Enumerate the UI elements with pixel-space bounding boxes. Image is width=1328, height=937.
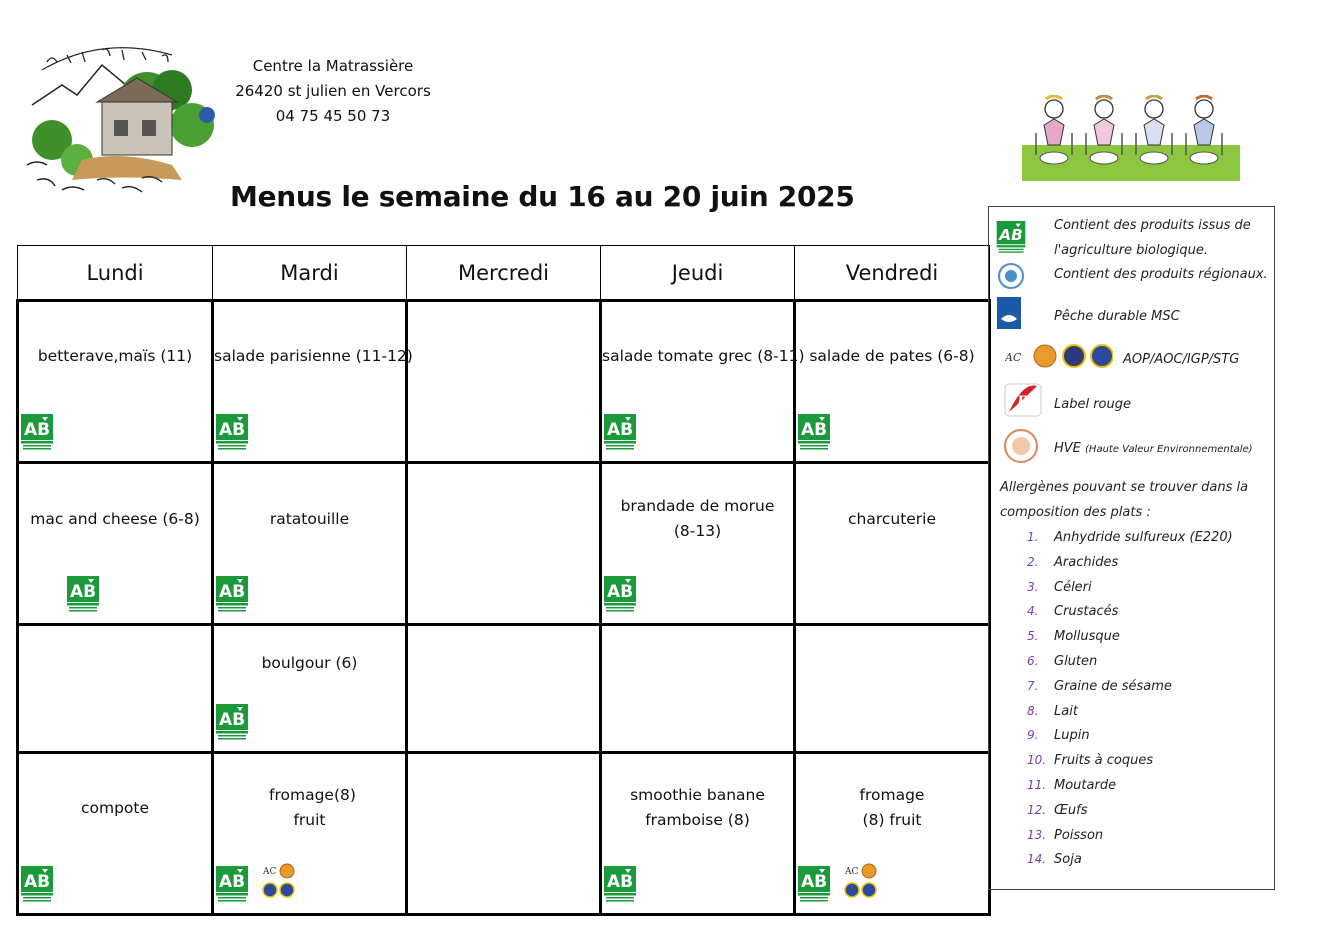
menu-cell bbox=[601, 753, 795, 915]
hve-icon bbox=[1003, 428, 1039, 464]
organic-ab-icon bbox=[994, 221, 1028, 255]
menu-cell bbox=[601, 463, 795, 625]
matrassiere-logo-image bbox=[22, 30, 222, 210]
weekly-menu-table bbox=[16, 245, 991, 916]
legend-label-rouge-text: Label rouge bbox=[1054, 397, 1131, 412]
organic-ab-icon bbox=[216, 866, 248, 904]
menu-cell bbox=[795, 753, 990, 915]
table-row bbox=[18, 753, 990, 915]
menu-cell bbox=[213, 463, 407, 625]
dish-name: fromage(8) fruit bbox=[269, 786, 356, 829]
day-header: Vendredi bbox=[795, 246, 990, 301]
dish-name: ratatouille bbox=[269, 510, 350, 528]
svg-text:R: R bbox=[1017, 394, 1029, 410]
allergen-list bbox=[1027, 525, 1233, 872]
dish-name: salade tomate grec (8-11) bbox=[602, 347, 805, 365]
list-item: 10. Fruits à coques bbox=[1027, 753, 1154, 769]
legend-msc-text: Pêche durable MSC bbox=[1054, 309, 1180, 324]
menu-cell bbox=[18, 301, 213, 463]
list-item: 3. Céleri bbox=[1027, 579, 1092, 595]
allergen-title: Allergènes pouvant se trouver dans la composition des plats : bbox=[1000, 480, 1249, 520]
list-item: 1. Anhydride sulfureux (E220) bbox=[1027, 530, 1233, 545]
list-item: 4. Crustacés bbox=[1027, 604, 1119, 620]
aop-aoc-igp-stg-icons bbox=[1005, 343, 1113, 369]
menu-cell bbox=[795, 463, 990, 625]
table-row bbox=[18, 301, 990, 463]
list-item: 14. Soja bbox=[1027, 852, 1082, 868]
menu-cell bbox=[18, 463, 213, 625]
menu-cell bbox=[407, 753, 601, 915]
list-item: 2. Arachides bbox=[1027, 554, 1119, 570]
day-header: Jeudi bbox=[601, 246, 795, 301]
organic-ab-icon bbox=[21, 414, 53, 452]
dish-name: boulgour (6) bbox=[261, 654, 358, 672]
menu-cell bbox=[18, 753, 213, 915]
page-title: Menus le semaine du 16 au 20 juin 2025 bbox=[230, 180, 855, 213]
list-item: 13. Poisson bbox=[1027, 827, 1104, 843]
legend-bio-text: Contient des produits issus de l'agriculture biologique. bbox=[1054, 218, 1251, 258]
msc-fish-icon bbox=[997, 297, 1021, 329]
menu-cell bbox=[601, 301, 805, 463]
menu-cell bbox=[601, 625, 795, 753]
organic-ab-icon bbox=[798, 866, 830, 904]
day-header: Mardi bbox=[213, 246, 407, 301]
legend-hve-text: HVE (Haute Valeur Environnementale) bbox=[1054, 441, 1253, 456]
dish-name: charcuterie bbox=[847, 510, 937, 528]
organic-ab-icon bbox=[604, 866, 636, 904]
organic-ab-icon bbox=[798, 414, 830, 452]
dish-name: betterave,maïs (11) bbox=[37, 347, 193, 365]
svg-text:AC: AC bbox=[1005, 351, 1022, 364]
dish-name: salade parisienne (11-12) bbox=[214, 347, 413, 365]
organic-ab-icon bbox=[216, 576, 248, 614]
address-line: Centre la Matrassière bbox=[252, 57, 414, 75]
aop-igp-labels-icon bbox=[261, 863, 297, 899]
list-item: 11. Moutarde bbox=[1027, 777, 1117, 793]
menu-cell bbox=[18, 625, 213, 753]
dish-name: fromage (8) fruit bbox=[859, 786, 925, 829]
organic-ab-icon bbox=[216, 414, 248, 452]
list-item: 7. Graine de sésame bbox=[1027, 678, 1172, 694]
dish-name: salade de pates (6-8) bbox=[809, 347, 975, 365]
menu-cell bbox=[407, 301, 601, 463]
list-item: 6. Gluten bbox=[1027, 653, 1098, 669]
day-header: Mercredi bbox=[407, 246, 601, 301]
menu-cell bbox=[213, 753, 407, 915]
dish-name: brandade de morue (8-13) bbox=[620, 497, 775, 540]
legend-regional-text: Contient des produits régionaux. bbox=[1054, 267, 1268, 282]
aop-igp-labels-icon bbox=[843, 863, 879, 899]
table-row bbox=[18, 625, 990, 753]
list-item: 8. Lait bbox=[1027, 703, 1078, 719]
dish-name: smoothie banane framboise (8) bbox=[630, 786, 765, 829]
dish-name: compote bbox=[80, 799, 150, 817]
children-at-table-image bbox=[1022, 95, 1240, 181]
address-line: 26420 st julien en Vercors bbox=[235, 82, 431, 100]
menu-cell bbox=[407, 463, 601, 625]
organic-ab-icon bbox=[21, 866, 53, 904]
menu-cell bbox=[213, 625, 407, 753]
day-header: Lundi bbox=[18, 246, 213, 301]
legend-aop-text: AOP/AOC/IGP/STG bbox=[1123, 352, 1240, 367]
dish-name: mac and cheese (6-8) bbox=[30, 510, 200, 528]
menu-cell bbox=[213, 301, 413, 463]
menu-cell bbox=[407, 625, 601, 753]
organic-ab-icon bbox=[67, 576, 99, 614]
list-item: 5. Mollusque bbox=[1027, 629, 1120, 645]
centre-address bbox=[228, 54, 438, 129]
menu-cell bbox=[795, 301, 990, 463]
phone-number: 04 75 45 50 73 bbox=[275, 107, 391, 125]
organic-ab-icon bbox=[216, 704, 248, 742]
organic-ab-icon bbox=[604, 576, 636, 614]
regional-product-icon bbox=[997, 262, 1025, 290]
organic-ab-icon bbox=[604, 414, 636, 452]
label-rouge-icon bbox=[1003, 382, 1043, 418]
legend-panel bbox=[988, 206, 1275, 890]
menu-cell bbox=[795, 625, 990, 753]
table-row bbox=[18, 463, 990, 625]
list-item: 12. Œufs bbox=[1027, 802, 1088, 818]
list-item: 9. Lupin bbox=[1027, 728, 1090, 744]
